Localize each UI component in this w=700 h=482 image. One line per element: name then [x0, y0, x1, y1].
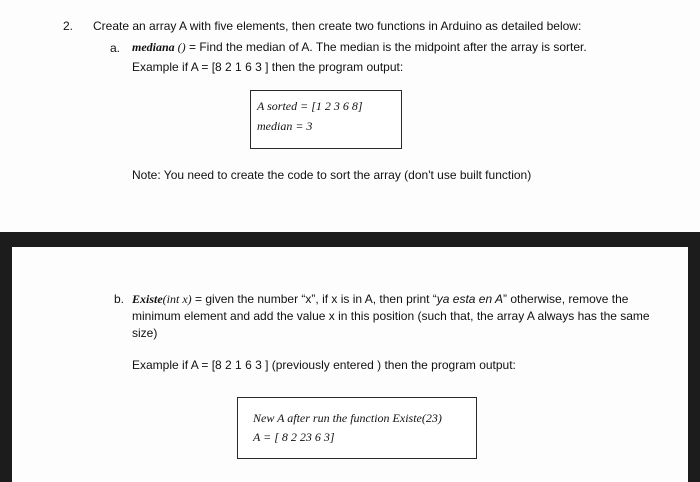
part-a-example: Example if A = [8 2 1 6 3 ] then the program output:: [132, 60, 404, 74]
part-a-function-parens: (): [174, 40, 186, 54]
part-b-output-box: [237, 397, 477, 459]
top-page-panel: [0, 0, 700, 232]
part-b-output-line-2: A = [ 8 2 23 6 3]: [253, 430, 335, 444]
question-intro: Create an array A with five elements, then create two functions in Arduino as detailed below:: [93, 19, 582, 33]
part-a-note: Note: You need to create the code to sort the array (don't use built function): [132, 168, 532, 182]
part-a-function-name: mediana: [132, 40, 175, 54]
part-a-output-line-1: A sorted = [1 2 3 6 8]: [257, 99, 363, 113]
part-b-letter: b.: [114, 292, 125, 306]
part-a-letter: a.: [110, 41, 121, 55]
part-a-output-line-2: median = 3: [257, 119, 313, 133]
part-b-heading: [132, 291, 652, 342]
part-a-heading: [132, 40, 587, 55]
part-b-description-pre: = given the number “x”, if x is in A, then print “: [191, 292, 437, 306]
part-a-output-box: [250, 90, 402, 149]
part-b-output-line-1: New A after run the function Existe(23): [253, 411, 442, 425]
bottom-page-panel: [12, 247, 688, 482]
part-b-function-name: Existe: [132, 292, 163, 306]
part-b-example: Example if A = [8 2 1 6 3 ] (previously entered ) then the program output:: [132, 358, 516, 372]
part-b-quote: ya esta en A: [436, 292, 504, 306]
part-a-description: = Find the median of A. The median is the midpoint after the array is sorter.: [185, 40, 587, 54]
question-number: 2.: [63, 19, 74, 33]
part-b-function-args: (int x): [162, 292, 192, 306]
part-b-description-post: ” otherwise, remove the minimum element and add the value x in this position (such that, the array A always has the same size): [132, 292, 650, 340]
